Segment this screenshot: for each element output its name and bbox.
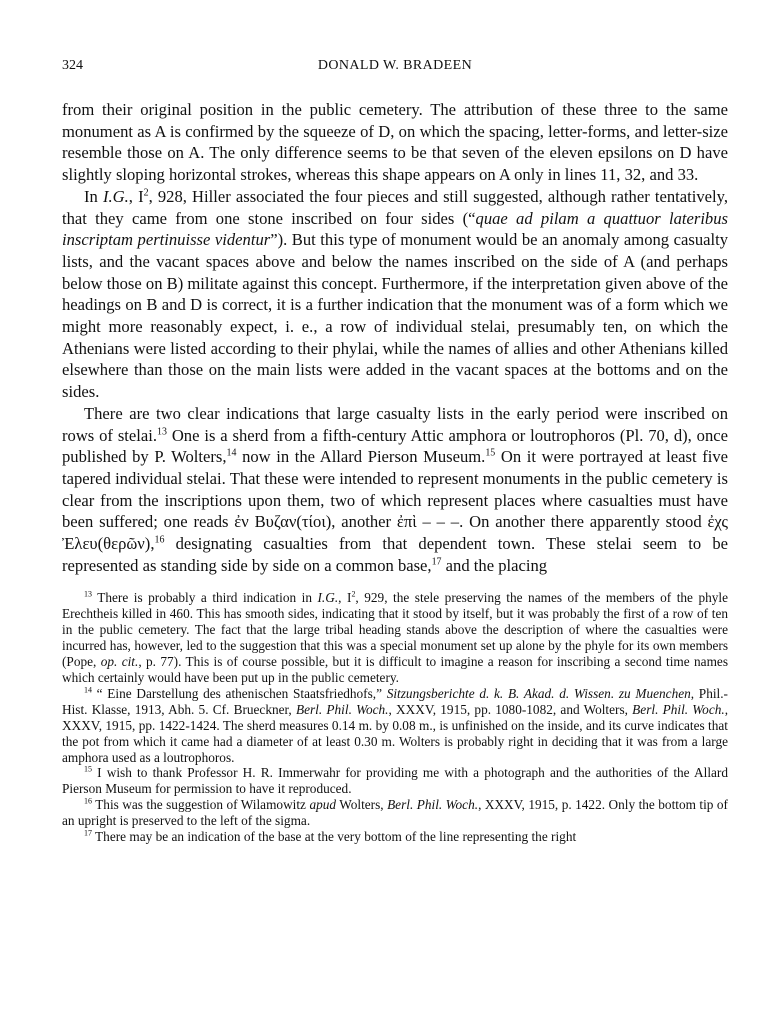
footnote-13: $^{13}$ There is probably a third indication in I.G., $I^2$, 929, the stele preserving the names of the members of the phyle Erechtheis killed in 460. This has smooth sides, indicating that it stood by itself, but it was probably the first of a row of ten in the public cemetery. The fact that the large tribal heading stands above the description of where the casualties were incurred has, however, led to the suggestion that this was a special monument set up alone by the phyle for its own members (Pope, op. cit., p. 77). This is of course possible, but it is difficult to imagine a reason for inscribing a second time names which certainly would have been put up in the public cemetery. — [62, 590, 729, 685]
footnote-ref-13: 13 — [157, 426, 167, 438]
footnote-14: $^{14}$ “ Eine Darstellung des athenischen Staatsfriedhofs,” Sitzungsberichte d. k. B. Akad. d. Wissen. zu Muenchen, Phil.-Hist. Klasse, 1913, Abh. 5. Cf. Brueckner, Berl. Phil. Woch., XXXV, 1915, pp. 1080-1082, and Wolters, Berl. Phil. Woch., XXXV, 1915, pp. 1422-1424. The sherd measures 0.14 m. by 0.08 m., is unfinished on the inside, and its curve indicates that the pot from which it came had a diameter of at least 0.30 m. Wolters is probably right in deciding that it was from a large amphora used as a loutrophoros. — [62, 685, 729, 765]
footnote-15: $^{15}$ I wish to thank Professor H. R. Immerwahr for providing me with a photograph and the authorities of the Allard Pierson Museum for permission to have it reproduced. — [62, 765, 728, 797]
paragraph-1: from their original position in the public cemetery. The attribution of these three to the same monument as A is confirmed by the squeeze of D, on which the spacing, letter-forms, and letter-size resemble those on A. The only difference seems to be that seven of the eleven epsilons on D have slightly sloping horizontal strokes, whereas this shape appears on A only in lines 11, 32, and 33. — [62, 100, 728, 185]
footnote-16: $^{16}$ This was the suggestion of Wilamowitz apud Wolters, Berl. Phil. Woch., XXXV, 1915, p. 1422. Only the bottom tip of an upright is preserved to the left of the sigma. — [62, 796, 728, 829]
paragraph-2: In I.G., $I^2$, 928, Hiller associated the four pieces and still suggested, although rather tentatively, that they came from one stone inscribed on four sides (“quae ad pilam a quattuor lateribus inscriptam pertinuisse videntur”). But this type of monument would be an anomaly among casualty lists, and the vacant spaces above and below the names inscribed on the side of A (and perhaps below those on B) militate against this concept. Furthermore, if the interpretation given above of the headings on B and D is correct, it is a further indication that the monument was of a form which we might more reasonably expect, i. e., a row of individual stelai, presumably ten, on which the Athenians were listed according to their phylai, while the names of allies and other Athenians killed elsewhere than those on the main lists were added in the vacant spaces at the bottoms and on the sides. — [62, 186, 729, 402]
page — [62, 58, 728, 845]
body-text — [62, 99, 728, 576]
running-head — [62, 58, 728, 82]
footnotes — [62, 590, 728, 845]
footnote-ref-17: 17 — [431, 556, 442, 568]
footnote-ref-14: 14 — [226, 447, 237, 459]
paragraph-3: There are two clear indications that large casualty lists in the early period were inscribed on rows of stelai.$^{13}$ One is a sherd from a fifth-century Attic amphora or loutrophoros (Pl. 70, d), once published by P. Wolters,$^{14}$ now in the Allard Pierson Museum.$^{15}$ On it were portrayed at least five tapered individual stelai. That these were intended to represent monuments in the public cemetery is clear from the inscriptions upon them, two of which represent places where casualties must have been suffered; one reads ἐν Βυζαν(τίοι), another ἐπὶ – – –. On another there apparently stood ἐχς Ἐλευ(θερῶν),$^{16}$ designating casualties from that dependent town. These stelai seem to be represented as standing side by side on a common base,$^{17}$ and the placing — [62, 403, 728, 575]
footnote-ref-16: 16 — [154, 534, 165, 546]
footnote-ref-15: 15 — [485, 447, 496, 459]
footnote-17: $^{17}$ There may be an indication of the base at the very bottom of the line representing the right — [84, 828, 577, 845]
running-head-author: DONALD W. BRADEEN — [317, 58, 473, 73]
page-number: 324 — [62, 58, 83, 73]
